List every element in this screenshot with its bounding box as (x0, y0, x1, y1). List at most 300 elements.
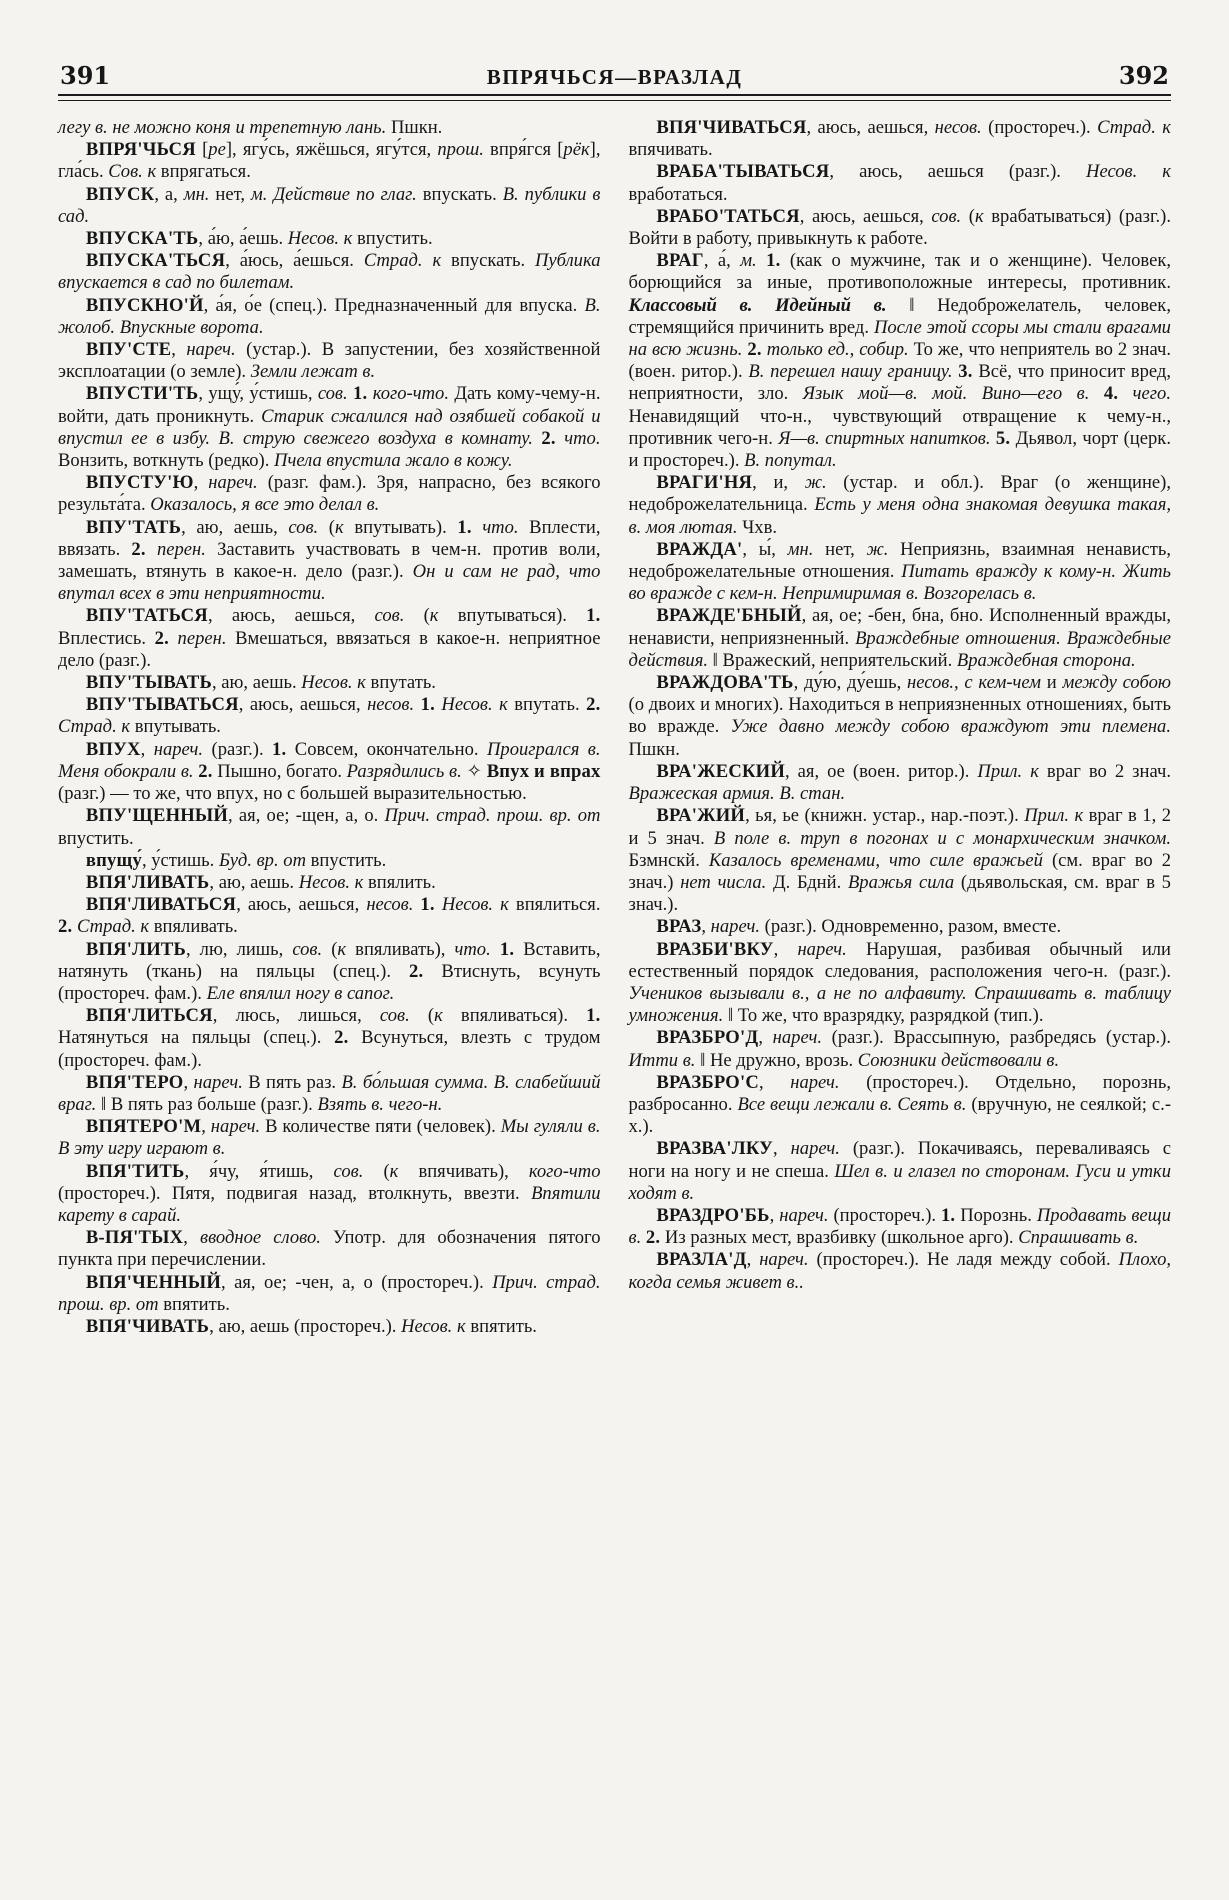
body-text: , (140, 738, 154, 760)
italic-text: Казалось временами, что силе вражьей (708, 849, 1043, 871)
body-text: впятить. (465, 1315, 537, 1337)
italic-text: Я—в. спиртных напитков. (778, 427, 991, 449)
body-text: Заставить участвовать в чем-н. против воли, замешать, втянуть в какое-н. дело (разг.). (58, 538, 601, 583)
italic-text: Несов. к (301, 672, 366, 694)
headword: ВПЯ'ЛИВАТЬСЯ (85, 894, 237, 916)
body-text: , аю, аешь. (211, 672, 302, 694)
italic-text: Несов. к (441, 694, 508, 716)
body-text: и (1041, 672, 1063, 694)
body-text: Вплести, ввязать. (58, 516, 601, 560)
headword: 2. (645, 1227, 661, 1249)
body-text: Дать кому-чему-н. войти, дать проникнуть. (58, 383, 601, 427)
body-text: нет, (209, 183, 251, 205)
body-text: Натянуться на пяльцы (спец.). (58, 1027, 335, 1049)
body-text: , ья, ье (книжн. устар., нар.-поэт.). (745, 805, 1025, 827)
dictionary-entry (58, 517, 601, 606)
headword: ВПЯ'ТЕРО (85, 1071, 184, 1093)
headword: ВРАЗБИ'ВКУ (656, 938, 774, 960)
italic-text: Оказалось, я все это делал в. (150, 494, 380, 516)
italic-text: нареч. (710, 916, 761, 938)
body-text: , а, (154, 183, 184, 205)
body-text: , ая, ое; -чен, а, о (простореч.). (221, 1271, 493, 1293)
body-text: Всунуться, влезть с трудом (простореч. фам.). (58, 1027, 601, 1071)
body-text: Из разных мест, вразбивку (школьное арго). (660, 1227, 1019, 1249)
italic-text: несов., с кем-чем (906, 672, 1042, 694)
body-text: , аюсь, аешься, (799, 205, 932, 227)
body-text: Пышно, богато. (212, 760, 347, 782)
italic-text: мн. (183, 183, 210, 205)
headword: 2. (409, 960, 424, 982)
body-text: , (201, 1116, 211, 1138)
italic-text: сов. (317, 383, 348, 405)
body-text: , у́стишь. (141, 849, 219, 871)
dictionary-entry (629, 939, 1172, 1028)
dictionary-entry (629, 472, 1172, 539)
dictionary-entry (58, 139, 601, 183)
italic-text: м. Действие по глаг. (250, 183, 417, 205)
headword: 2. (747, 339, 762, 361)
italic-text: рёк (563, 139, 590, 161)
headword: 2. (541, 427, 556, 449)
dictionary-entry (629, 1027, 1172, 1071)
italic-text: Впятили карету в сарай. (58, 1182, 601, 1226)
headword: ВРА'ЖИЙ (656, 805, 746, 827)
dictionary-entry (58, 250, 601, 294)
headword: 1. (766, 250, 781, 272)
body-text: (устар. и обл.). Враг (о женщине), недоброжелательница. (628, 472, 1171, 516)
headword: ВПЯ'ЧИВАТЬ (85, 1315, 210, 1337)
dictionary-entry (58, 1227, 601, 1271)
dictionary-entry (58, 605, 601, 672)
body-text: впятить. (158, 1293, 230, 1315)
dictionary-entry (58, 672, 601, 694)
body-text: , ду́ю, ду́ешь, (793, 672, 907, 694)
headword: ВРАЗБРО'С (656, 1071, 759, 1093)
headword: ВРАЗ (656, 916, 702, 938)
dictionary-entry (58, 1072, 601, 1116)
headword: ВПУХ (85, 738, 141, 760)
italic-text: нареч. (759, 1249, 809, 1271)
dictionary-entry (58, 1116, 601, 1160)
body-text: , я́чу, я́тишь, (184, 1160, 334, 1182)
dictionary-entry (58, 894, 601, 938)
body-text: впускать. (416, 183, 503, 205)
body-text: Неприязнь, взаимная ненависть, недоброжелательные отношения. (628, 538, 1171, 583)
dictionary-entry (58, 1272, 601, 1316)
body-text: враг во 2 знач. (1038, 760, 1171, 782)
body-text: , ая, ое (воен. ритор.). (785, 760, 978, 782)
italic-text: Продавать вещи в. (628, 1204, 1172, 1249)
body-text: впутать. (365, 672, 436, 694)
italic-text: только ед., собир. (766, 339, 909, 361)
body-text: (см. враг во 2 знач.) (628, 849, 1172, 893)
left-column (58, 117, 601, 1338)
dictionary-entry (629, 1138, 1172, 1205)
headword: ВРАЖДОВА'ТЬ (656, 672, 794, 694)
italic-text: В поле в. труп в погонах и с монархическим значком. (713, 827, 1171, 849)
italic-text: Буд. вр. от (218, 849, 306, 871)
body-text: впутываться). (438, 605, 587, 627)
italic-text: вводное слово. (200, 1227, 321, 1249)
italic-text: к (434, 1005, 443, 1027)
dictionary-entry (58, 1161, 601, 1228)
body-text: Вонзить, воткнуть (редко). (58, 450, 275, 472)
headword: ВРАГ (656, 250, 704, 272)
italic-text: Страд. к (58, 716, 131, 738)
body-text (169, 628, 178, 649)
italic-text: Публика впускается в сад по билетам. (58, 250, 601, 294)
italic-text: Старик сжалился над озябшей собакой и впустил ее в избу. В. струю свежего воздуха в комнату. (58, 405, 601, 449)
body-text: , (193, 472, 209, 494)
page-number-right: 392 (1118, 61, 1169, 90)
italic-text: Страд. к (1097, 117, 1171, 138)
italic-text: сов. (333, 1160, 364, 1182)
italic-text: сов. (292, 938, 323, 960)
headword: ВРА'ЖЕСКИЙ (656, 760, 785, 782)
italic-text: Разрядились в. (346, 760, 462, 782)
body-text: ( (318, 516, 335, 538)
italic-text: Вражья сила (847, 871, 955, 893)
body-text: , (758, 1027, 773, 1049)
headword: ВПУСК (85, 183, 155, 205)
headword: ВРАЗВА'ЛКУ (656, 1138, 773, 1160)
body-text: (о двоих и многих). Находиться в неприязненных отношениях, быть во вражде. (628, 694, 1171, 738)
body-text: (простореч.). (828, 1204, 941, 1226)
body-text: , (773, 938, 798, 960)
italic-text: Пчела впустила жало в кожу. (274, 450, 513, 472)
headword: 1. (457, 516, 472, 538)
body-text: Всё, что приносит вред, неприятности, зло. (628, 361, 1171, 405)
italic-text: несов. (367, 694, 415, 716)
headword: ВРАЗБРО'Д (656, 1027, 759, 1049)
headword: 1. (420, 694, 435, 716)
dictionary-entry (629, 761, 1172, 805)
italic-text: Еле впялил ногу в сапог. (206, 982, 395, 1004)
body-text: , ущу́, у́стишь, (198, 383, 318, 405)
body-text: , аю, аешь (простореч.). (209, 1315, 402, 1337)
dictionary-entry (629, 539, 1172, 606)
italic-text: кого-что. (372, 383, 449, 405)
dictionary-entry (58, 739, 601, 806)
headword: ВПУ'ТЫВАТЬ (85, 672, 212, 694)
body-text (1118, 383, 1132, 404)
body-text: , аю, аешь. (209, 871, 299, 893)
italic-text: Земли лежат в. (250, 361, 376, 383)
body-text: , (769, 1204, 780, 1226)
dictionary-entry (629, 605, 1172, 672)
body-text: впрягаться. (156, 161, 251, 183)
italic-text: нареч. (153, 738, 204, 760)
italic-text: легу в. не можно коня и трепетную лань. (58, 117, 387, 138)
headword: ВПЯ'ЛИВАТЬ (85, 871, 210, 893)
headword: ВРАЗДРО'БЬ (656, 1204, 770, 1226)
italic-text: Несов. к (401, 1315, 466, 1337)
headword: 1. (499, 938, 515, 960)
italic-text: сов. (288, 516, 319, 538)
italic-text: Страд. к (363, 250, 442, 272)
body-text (556, 428, 564, 449)
italic-text: Сов. к (108, 161, 157, 183)
body-text: ‖ Не дружно, врозь. (695, 1049, 858, 1071)
italic-text: Классовый в. Идейный в. (628, 294, 887, 316)
body-text: врабатываться) (разг.). Войти в работу, привыкнуть к работе. (628, 205, 1171, 250)
headword: ВПЯ'ЛИТЬ (85, 938, 186, 960)
italic-text: нет числа. (680, 871, 767, 893)
body-text: ( (363, 1160, 390, 1182)
headword: ВРАЗЛА'Д (656, 1249, 747, 1271)
dictionary-entry (58, 850, 601, 872)
body-text: Ненавидящий что-н., чувствующий отвращение к чему-н., противник чего-н. (628, 405, 1171, 449)
body-text: ], гла́сь. (58, 139, 601, 183)
italic-text: нареч. (772, 1027, 823, 1049)
headword: 2. (131, 538, 146, 560)
italic-text: Прич. страд. прош. вр. от (58, 1271, 601, 1315)
body-text: (разг.). Покачиваясь, переваливаясь с ноги на ногу и не спеша. (628, 1138, 1171, 1182)
body-text: , (183, 1071, 194, 1093)
headword: 1. (940, 1204, 956, 1226)
headword: ВПЯ'ТИТЬ (85, 1160, 185, 1182)
italic-text: несов. (366, 894, 414, 916)
dictionary-entry (629, 1072, 1172, 1139)
right-column (629, 117, 1172, 1338)
body-text: (простореч.). Пятя, подвигая назад, втолкнуть, ввезти. (58, 1182, 532, 1204)
body-text: впря́гся [ (483, 139, 564, 161)
running-head: ВПРЯЧЬСЯ—ВРАЗЛАД (486, 65, 743, 89)
headword: ВПУ'СТЕ (85, 339, 172, 361)
headword: ВПУСКНО'Й (85, 294, 204, 316)
body-text: Совсем, окончательно. (286, 738, 487, 760)
body-text: впяливать), (346, 938, 455, 960)
body-text: ‖ То же, что вразрядку, разрядкой (тип.). (723, 1005, 1044, 1027)
body-text: впустить. (58, 827, 134, 849)
dictionary-entry (58, 383, 601, 472)
body-text (1089, 383, 1103, 404)
headword: ВРАЖДЕ'БНЫЙ (656, 605, 802, 627)
dictionary-entry (629, 916, 1172, 938)
italic-text: В. попутал. (744, 450, 837, 472)
body-text: ✧ (461, 760, 487, 782)
italic-text: ж. (804, 472, 827, 494)
body-text: В пять раз. (242, 1071, 342, 1093)
headword: ВПРЯ'ЧЬСЯ (85, 139, 196, 161)
italic-text: к (429, 605, 439, 627)
headword: ВРАБА'ТЫВАТЬСЯ (656, 161, 830, 183)
dictionary-entry (58, 228, 601, 250)
body-text: ], ягу́сь, яжёшься, ягу́тся, (225, 139, 438, 161)
italic-text: ре (208, 139, 226, 161)
body-text: впячивать. (628, 139, 713, 161)
body-text: впустить. (352, 228, 433, 250)
body-text: , аюсь, аешься, (806, 117, 935, 138)
italic-text: сов. (379, 1005, 410, 1027)
dictionary-entry (629, 117, 1172, 161)
italic-text: м. (740, 250, 757, 272)
body-text: (устар.). В запустении, без хозяйственной эксплоатации (о земле). (58, 339, 601, 383)
italic-text: Прил. к (1024, 805, 1084, 827)
headword: ВРАГИ'НЯ (656, 472, 753, 494)
body-text: Пшкн. (386, 117, 443, 138)
body-text: Вплестись. (58, 627, 155, 649)
body-text: , а́ю, а́ешь. (198, 228, 288, 250)
dictionary-entry (58, 805, 601, 849)
headword: ВРАЖДА' (656, 538, 743, 560)
dictionary-entry (58, 117, 601, 139)
body-text: впутывать). (343, 516, 458, 538)
italic-text: Взять в. чего-н. (317, 1093, 443, 1115)
italic-text: Итти в. (628, 1049, 696, 1071)
body-text: , аюсь, аешься, (238, 694, 368, 716)
body-text: (вручную, не сеялкой; с.-х.). (628, 1093, 1172, 1138)
body-text: Чхв. (737, 516, 778, 538)
italic-text: между собою (1062, 672, 1171, 694)
body-text: Порознь. (955, 1204, 1037, 1226)
italic-text: Враждебные отношения. Враждебные действия. (628, 627, 1172, 671)
body-text: , ая, ое; -бен, бна, бно. Исполненный вражды, ненависти, неприязненный. (628, 605, 1171, 649)
italic-text: несов. (934, 117, 982, 138)
italic-text: ж. (866, 538, 889, 560)
body-text: (разг.). Врассыпную, разбредясь (устар.). (822, 1027, 1172, 1049)
headword: 1. (586, 1005, 601, 1027)
italic-text: сов. (931, 205, 962, 227)
headword: ВПУСТУ'Ю (85, 472, 194, 494)
body-text: (разг.). Одновременно, разом, вместе. (760, 916, 1062, 938)
italic-text: Страд. к (77, 916, 150, 938)
italic-text: нареч. (208, 472, 258, 494)
body-text: Дьявол, чорт (церк. и простореч.). (628, 427, 1171, 472)
dictionary-entry (58, 872, 601, 894)
body-text: впускать. (441, 250, 535, 272)
body-text: Вмешаться, ввязаться в какое-н. неприятное дело (разг.). (58, 627, 601, 671)
headword: 2. (154, 627, 169, 649)
dictionary-entry (629, 805, 1172, 916)
body-text: вработаться. (628, 183, 728, 205)
italic-text: В. бо́льшая сумма. В. слабейший враг. (58, 1071, 601, 1115)
body-text: впутывать. (130, 716, 221, 738)
headword: 4. (1103, 383, 1119, 405)
body-text: , аюсь, аешься, (207, 605, 375, 627)
body-text: , аюсь, аешься, (236, 894, 367, 916)
body-text: Пшкн. (628, 738, 680, 760)
page-number-left: 391 (60, 61, 111, 90)
headword: ВПЯТЕРО'М (85, 1116, 202, 1138)
headword: 1. (420, 894, 435, 916)
body-text: [ (195, 139, 209, 161)
body-text: ( (322, 938, 338, 960)
body-text (146, 539, 157, 560)
body-text: , (701, 916, 711, 938)
italic-text: что. (454, 938, 491, 960)
headword: 1. (586, 605, 601, 627)
body-text: ( (409, 1005, 435, 1027)
body-text: впячивать), (398, 1160, 529, 1182)
body-text: , а́юсь, а́ешься. (225, 250, 364, 272)
body-text: ( (404, 605, 430, 627)
body-text: Нарушая, разбивая обычный или естественный порядок следования, расположения чего-н. (разг.). (628, 938, 1171, 982)
italic-text: перен. (177, 627, 227, 649)
body-text: Бзмнскй. (628, 849, 709, 871)
body-text: ( (961, 205, 975, 227)
headword: В-ПЯ'ТЫХ (85, 1227, 184, 1249)
headword: 3. (958, 361, 973, 383)
italic-text: что. (564, 427, 601, 449)
headword: ВПУСКА'ТЬ (85, 228, 199, 250)
text-columns (58, 117, 1171, 1338)
headword: 1. (272, 738, 287, 760)
italic-text: Все вещи лежали в. Сеять в. (737, 1093, 967, 1115)
headword: 2. (58, 916, 73, 938)
italic-text: Несов. к (1086, 161, 1172, 183)
italic-text: Прил. к (977, 760, 1039, 782)
body-text (435, 894, 442, 915)
italic-text: мн. (787, 538, 814, 560)
body-text (472, 517, 483, 538)
body-text (491, 939, 500, 960)
italic-text: Несов. к (441, 894, 509, 916)
body-text: впялиться. (508, 894, 601, 916)
italic-text: Мы гуляли в. В эту игру играют в. (58, 1116, 601, 1160)
body-text: нет, (813, 538, 867, 560)
italic-text: сов. (374, 605, 405, 627)
italic-text: перен. (156, 538, 206, 560)
headword: Впух и впрах (486, 760, 601, 782)
body-text: впутать. (507, 694, 587, 716)
body-text: , а́, (703, 250, 741, 272)
dictionary-entry (629, 250, 1172, 472)
headword: ВПУ'ТАТЬСЯ (85, 605, 208, 627)
headword: ВПУ'ЩЕННЫЙ (85, 805, 229, 827)
body-text: , (746, 1249, 760, 1271)
body-text: (простореч.). Отдельно, порознь, разбросанно. (628, 1071, 1171, 1115)
body-text: То же, что неприятель во 2 знач. (воен. ритор.). (628, 339, 1171, 383)
italic-text: В. публики в сад. (58, 183, 601, 227)
body-text: , (772, 1138, 791, 1160)
dictionary-entry (58, 1005, 601, 1072)
italic-text: нареч. (790, 1138, 840, 1160)
italic-text: прош. (437, 139, 484, 161)
italic-text: Уже давно между собою враждуют эти племена. (730, 716, 1171, 738)
body-text: (как о мужчине, так и о женщине). Человек, борющийся за иные, противоположные интересы, противник. (628, 250, 1172, 294)
body-text: , (758, 1071, 791, 1093)
italic-text: что. (482, 516, 519, 538)
dictionary-entry (629, 672, 1172, 761)
body-text: Употр. для обозначения пятого пункта при перечислении. (58, 1227, 601, 1271)
italic-text: Спрашивать в. (1018, 1227, 1139, 1249)
italic-text: Он и сам не рад, что впутал всех в эти неприятности. (58, 561, 601, 605)
body-text: (разг.). (203, 738, 273, 760)
body-text: впяливаться). (442, 1005, 587, 1027)
dictionary-entry (58, 339, 601, 383)
dictionary-entry (629, 1205, 1172, 1249)
italic-text: нареч. (193, 1071, 243, 1093)
italic-text: Вражеская армия. В. стан. (628, 783, 846, 805)
headword: впущу́ (85, 849, 142, 871)
body-text: , лю, лишь, (185, 938, 293, 960)
body-text: , (171, 339, 187, 361)
body-text: (простореч.). Не ладя между собой. (808, 1249, 1119, 1271)
body-text: В количестве пяти (человек). (260, 1116, 501, 1138)
body-text: , а́я, о́е (спец.). Предназначенный для впуска. (203, 294, 585, 316)
body-text: впялить. (363, 871, 436, 893)
italic-text: Учеников вызывали в., а не по алфавиту. Спрашивать в. таблицу умножения. (628, 982, 1171, 1027)
italic-text: Несов. к (287, 228, 353, 250)
body-text: (простореч.). (981, 117, 1098, 138)
body-text: (разг.) — то же, что впух, но с большей выразительностью. (58, 783, 527, 805)
headword: ВПЯ'ЧЕННЫЙ (85, 1271, 222, 1293)
headword: 1. (353, 383, 368, 405)
header-rule (58, 94, 1171, 101)
dictionary-entry (58, 1316, 601, 1338)
italic-text: нареч. (790, 1071, 840, 1093)
